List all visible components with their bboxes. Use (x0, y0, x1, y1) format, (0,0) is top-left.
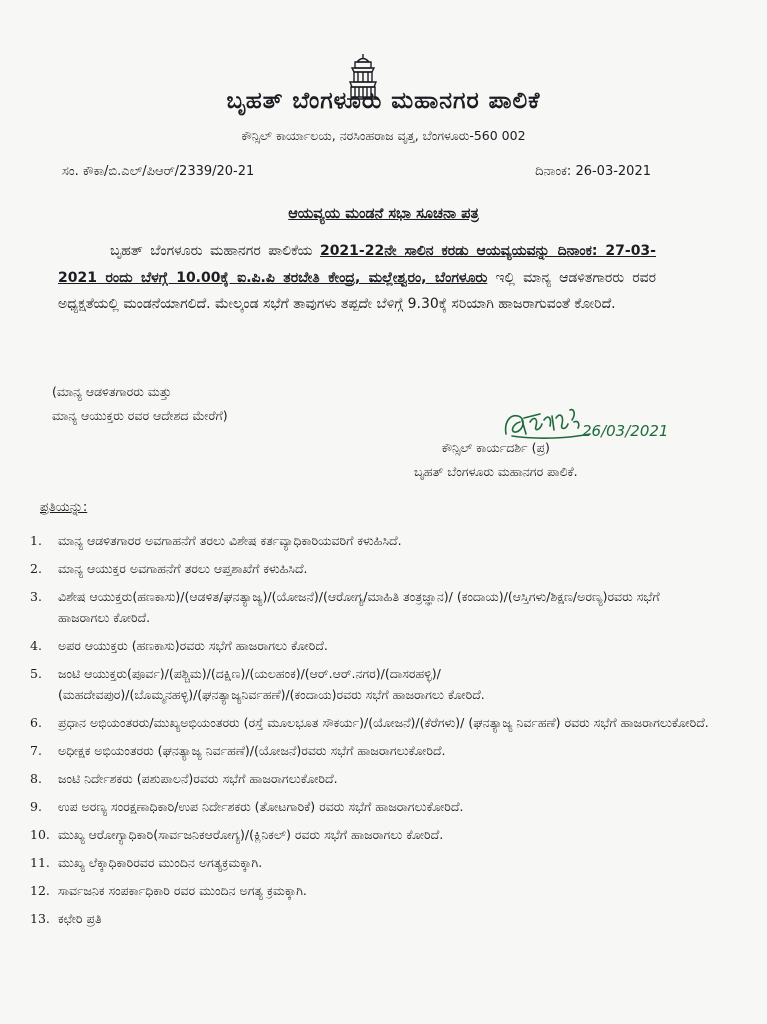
list-item-number: 5. (30, 666, 42, 681)
signature-date: 26/03/2021 (582, 422, 669, 440)
list-item-text: ಉಪ ಅರಣ್ಯ ಸಂರಕ್ಷಣಾಧಿಕಾರಿ/ಉಪ ನಿರ್ದೇಶಕರು (ತೋಟಗಾರಿಕೆ) ರವರು ಸಭೆಗೆ ಹಾಜರಾಗಲುಕೋರಿದೆ. (58, 799, 464, 814)
list-item (30, 908, 710, 929)
list-item (30, 635, 710, 656)
organization-title: ಬೃಹತ್ ಬೆಂಗಳೂರು ಮಹಾನಗರ ಪಾಲಿಕೆ (226, 88, 541, 114)
list-item-text: ಜಂಟಿ ನಿರ್ದೇಶಕರು (ಪಶುಪಾಲನೆ)ರವರು ಸಭೆಗೆ ಹಾಜರಾಗಲುಕೋರಿದೆ. (58, 771, 338, 786)
list-item-text: ಸಾರ್ವಜನಿಕ ಸಂಪರ್ಕಾಧಿಕಾರಿ ರವರ ಮುಂದಿನ ಅಗತ್ಯ ಕ್ರಮಕ್ಕಾಗಿ. (58, 883, 307, 898)
list-item-text: ಅಧೀಕ್ಷಕ ಅಭಿಯಂತರರು (ಘನತ್ಯಾಜ್ಯ ನಿರ್ವಹಣೆ)/(ಯೋಜನೆ)ರವರು ಸಭೆಗೆ ಹಾಜರಾಗಲುಕೋರಿದೆ. (58, 743, 446, 758)
list-item (30, 558, 710, 579)
list-item-number: 11. (30, 855, 50, 870)
list-item-text: ಪ್ರಧಾನ ಅಭಿಯಂತರರು/ಮುಖ್ಯಅಭಿಯಂತರರು (ರಸ್ತೆ ಮೂಲಭೂತ ಸೌಕರ್ಯ)/(ಯೋಜನೆ)/(ಕೆರೆಗಳು)/ (ಘನತ್ಯಾಜ್ಯ ನಿರ್ವಹಣೆ) ರವರು ಸಭೆಗೆ ಹಾಜರಾಗಲುಕೋರಿದೆ. (58, 715, 709, 730)
list-item (30, 880, 710, 901)
list-item-number: 7. (30, 743, 42, 758)
order-note-line-1: (ಮಾನ್ಯ ಆಡಳಿತಗಾರರು ಮತ್ತು (52, 384, 172, 399)
list-item-text: ಮಾನ್ಯ ಆಡಳಿತಗಾರರ ಅವಗಾಹನೆಗೆ ತರಲು ವಿಶೇಷ ಕರ್ತವ್ಯಾಧಿಕಾರಿಯವರಿಗೆ ಕಳುಹಿಸಿದೆ. (58, 533, 402, 548)
list-item-text: ಮುಖ್ಯ ಲೆಕ್ಕಾಧಿಕಾರಿರವರ ಮುಂದಿನ ಅಗತ್ಯಕ್ರಮಕ್ಕಾಗಿ. (58, 855, 263, 870)
list-item-number: 13. (30, 911, 50, 926)
list-item-text: ವಿಶೇಷ ಆಯುಕ್ತರು(ಹಣಕಾಸು)/(ಆಡಳಿತ/ಘನತ್ಯಾಜ್ಯ)/(ಯೋಜನೆ)/(ಆರೋಗ್ಯ/ಮಾಹಿತಿ ತಂತ್ರಜ್ಞಾನ)/ (ಕಂದಾಯ)/(ಆಸ್ತಿಗಳು/ಶಿಕ್ಷಣ/ಅರಣ್ಯ)ರವರು ಸಭೆಗೆ ಹಾಜರಾಗಲು ಕೋರಿದೆ. (58, 589, 660, 625)
letter-date: ದಿನಾಂಕ: 26-03-2021 (535, 164, 651, 179)
copy-to-heading: ಪ್ರತಿಯನ್ನು: (40, 500, 88, 515)
signatory-block (414, 436, 578, 484)
list-item-number: 4. (30, 638, 42, 653)
signatory-designation: ಕೌನ್ಸಿಲ್ ಕಾರ್ಯದರ್ಶಿ (ಪ್ರ) (441, 440, 550, 455)
list-item-text: ಜಂಟಿ ಆಯುಕ್ತರು(ಪೂರ್ವ)/(ಪಶ್ಚಿಮ)/(ದಕ್ಷಿಣ)/(ಯಲಹಂಕ)/(ಆರ್.ಆರ್.ನಗರ)/(ದಾಸರಹಳ್ಳಿ)/ (ಮಹದೇವಪುರ)/(ಬೊಮ್ಮನಹಳ್ಳಿ)/(ಘನತ್ಯಾಜ್ಯನಿರ್ವಹಣೆ)/(ಕಂದಾಯ)ರವರು ಸಭೆಗೆ ಹಾಜರಾಗಲು ಕೋರಿದೆ. (58, 666, 485, 702)
list-item (30, 852, 710, 873)
body-paragraph (58, 238, 656, 318)
list-item-text: ಮಾನ್ಯ ಆಯುಕ್ತರ ಅವಗಾಹನೆಗೆ ತರಲು ಆಪ್ತಶಾಖೆಗೆ ಕಳುಹಿಸಿದೆ. (58, 561, 308, 576)
signatory-organization: ಬೃಹತ್ ಬೆಂಗಳೂರು ಮಹಾನಗರ ಪಾಲಿಕೆ. (414, 464, 578, 479)
list-item-number: 10. (30, 827, 50, 842)
list-item (30, 768, 710, 789)
list-item-number: 12. (30, 883, 50, 898)
list-item-text: ಅಪರ ಆಯುಕ್ತರು (ಹಣಕಾಸು)ರವರು ಸಭೆಗೆ ಹಾಜರಾಗಲು ಕೋರಿದೆ. (58, 638, 328, 653)
reference-number: ಸಂ. ಕೌಕಾ/ಬಿ.ಎಲ್/ಪಿಆರ್/2339/20-21 (62, 164, 255, 179)
office-address: ಕೌನ್ಸಿಲ್ ಕಾರ್ಯಾಲಯ, ನರಸಿಂಹರಾಜ ವೃತ್ತ, ಬೆಂಗಳೂರು-560 002 (241, 128, 526, 143)
body-highlight: 2021-22ನೇ ಸಾಲಿನ ಕರಡು ಆಯವ್ಯಯವನ್ನು ದಿನಾಂಕ: 27-03-2021 ರಂದು ಬೆಳಗ್ಗೆ 10.00ಕ್ಕೆ ಐ.ಪಿ.ಪಿ ತರಬೇತಿ ಕೇಂದ್ರ, ಮಲ್ಲೇಶ್ವರಂ, ಬೆಂಗಳೂರು (58, 243, 656, 286)
subject-heading (0, 206, 767, 222)
subject-text: ಆಯವ್ಯಯ ಮಂಡನೆ ಸಭಾ ಸೂಚನಾ ಪತ್ರ (288, 206, 479, 222)
list-item-number: 8. (30, 771, 42, 786)
list-item-number: 6. (30, 715, 42, 730)
list-item-text: ಕಛೇರಿ ಪ್ರತಿ (58, 911, 102, 926)
list-item-number: 1. (30, 533, 42, 548)
list-item (30, 740, 710, 761)
list-item (30, 586, 710, 628)
body-rest: ಇಲ್ಲಿ ಮಾನ್ಯ ಆಡಳಿತಗಾರರು ರವರ ಅಧ್ಯಕ್ಷತೆಯಲ್ಲಿ ಮಂಡನೆಯಾಗಲಿದೆ. ಮೇಲ್ಕಂಡ ಸಭೆಗೆ ತಾವುಗಳು ತಪ್ಪದೇ ಬೆಳಿಗ್ಗೆ 9.30ಕ್ಕೆ ಸರಿಯಾಗಿ ಹಾಜರಾಗುವಂತೆ ಕೋರಿದೆ. (58, 269, 656, 312)
order-note (52, 380, 228, 428)
copy-to-list (30, 530, 710, 936)
list-item (30, 824, 710, 845)
body-intro: ಬೃಹತ್ ಬೆಂಗಳೂರು ಮಹಾನಗರ ಪಾಲಿಕೆಯ (110, 243, 320, 259)
list-item-text: ಮುಖ್ಯ ಆರೋಗ್ಯಾಧಿಕಾರಿ(ಸಾರ್ವಜನಿಕಆರೋಗ್ಯ)/(ಕ್ಲಿನಿಕಲ್) ರವರು ಸಭೆಗೆ ಹಾಜರಾಗಲು ಕೋರಿದೆ. (58, 827, 444, 842)
list-item-number: 3. (30, 589, 42, 604)
list-item (30, 796, 710, 817)
list-item (30, 663, 710, 705)
list-item (30, 530, 710, 551)
list-item (30, 712, 710, 733)
list-item-number: 2. (30, 561, 42, 576)
order-note-line-2: ಮಾನ್ಯ ಆಯುಕ್ತರು ರವರ ಆದೇಶದ ಮೇರೆಗೆ) (52, 408, 228, 423)
list-item-number: 9. (30, 799, 42, 814)
